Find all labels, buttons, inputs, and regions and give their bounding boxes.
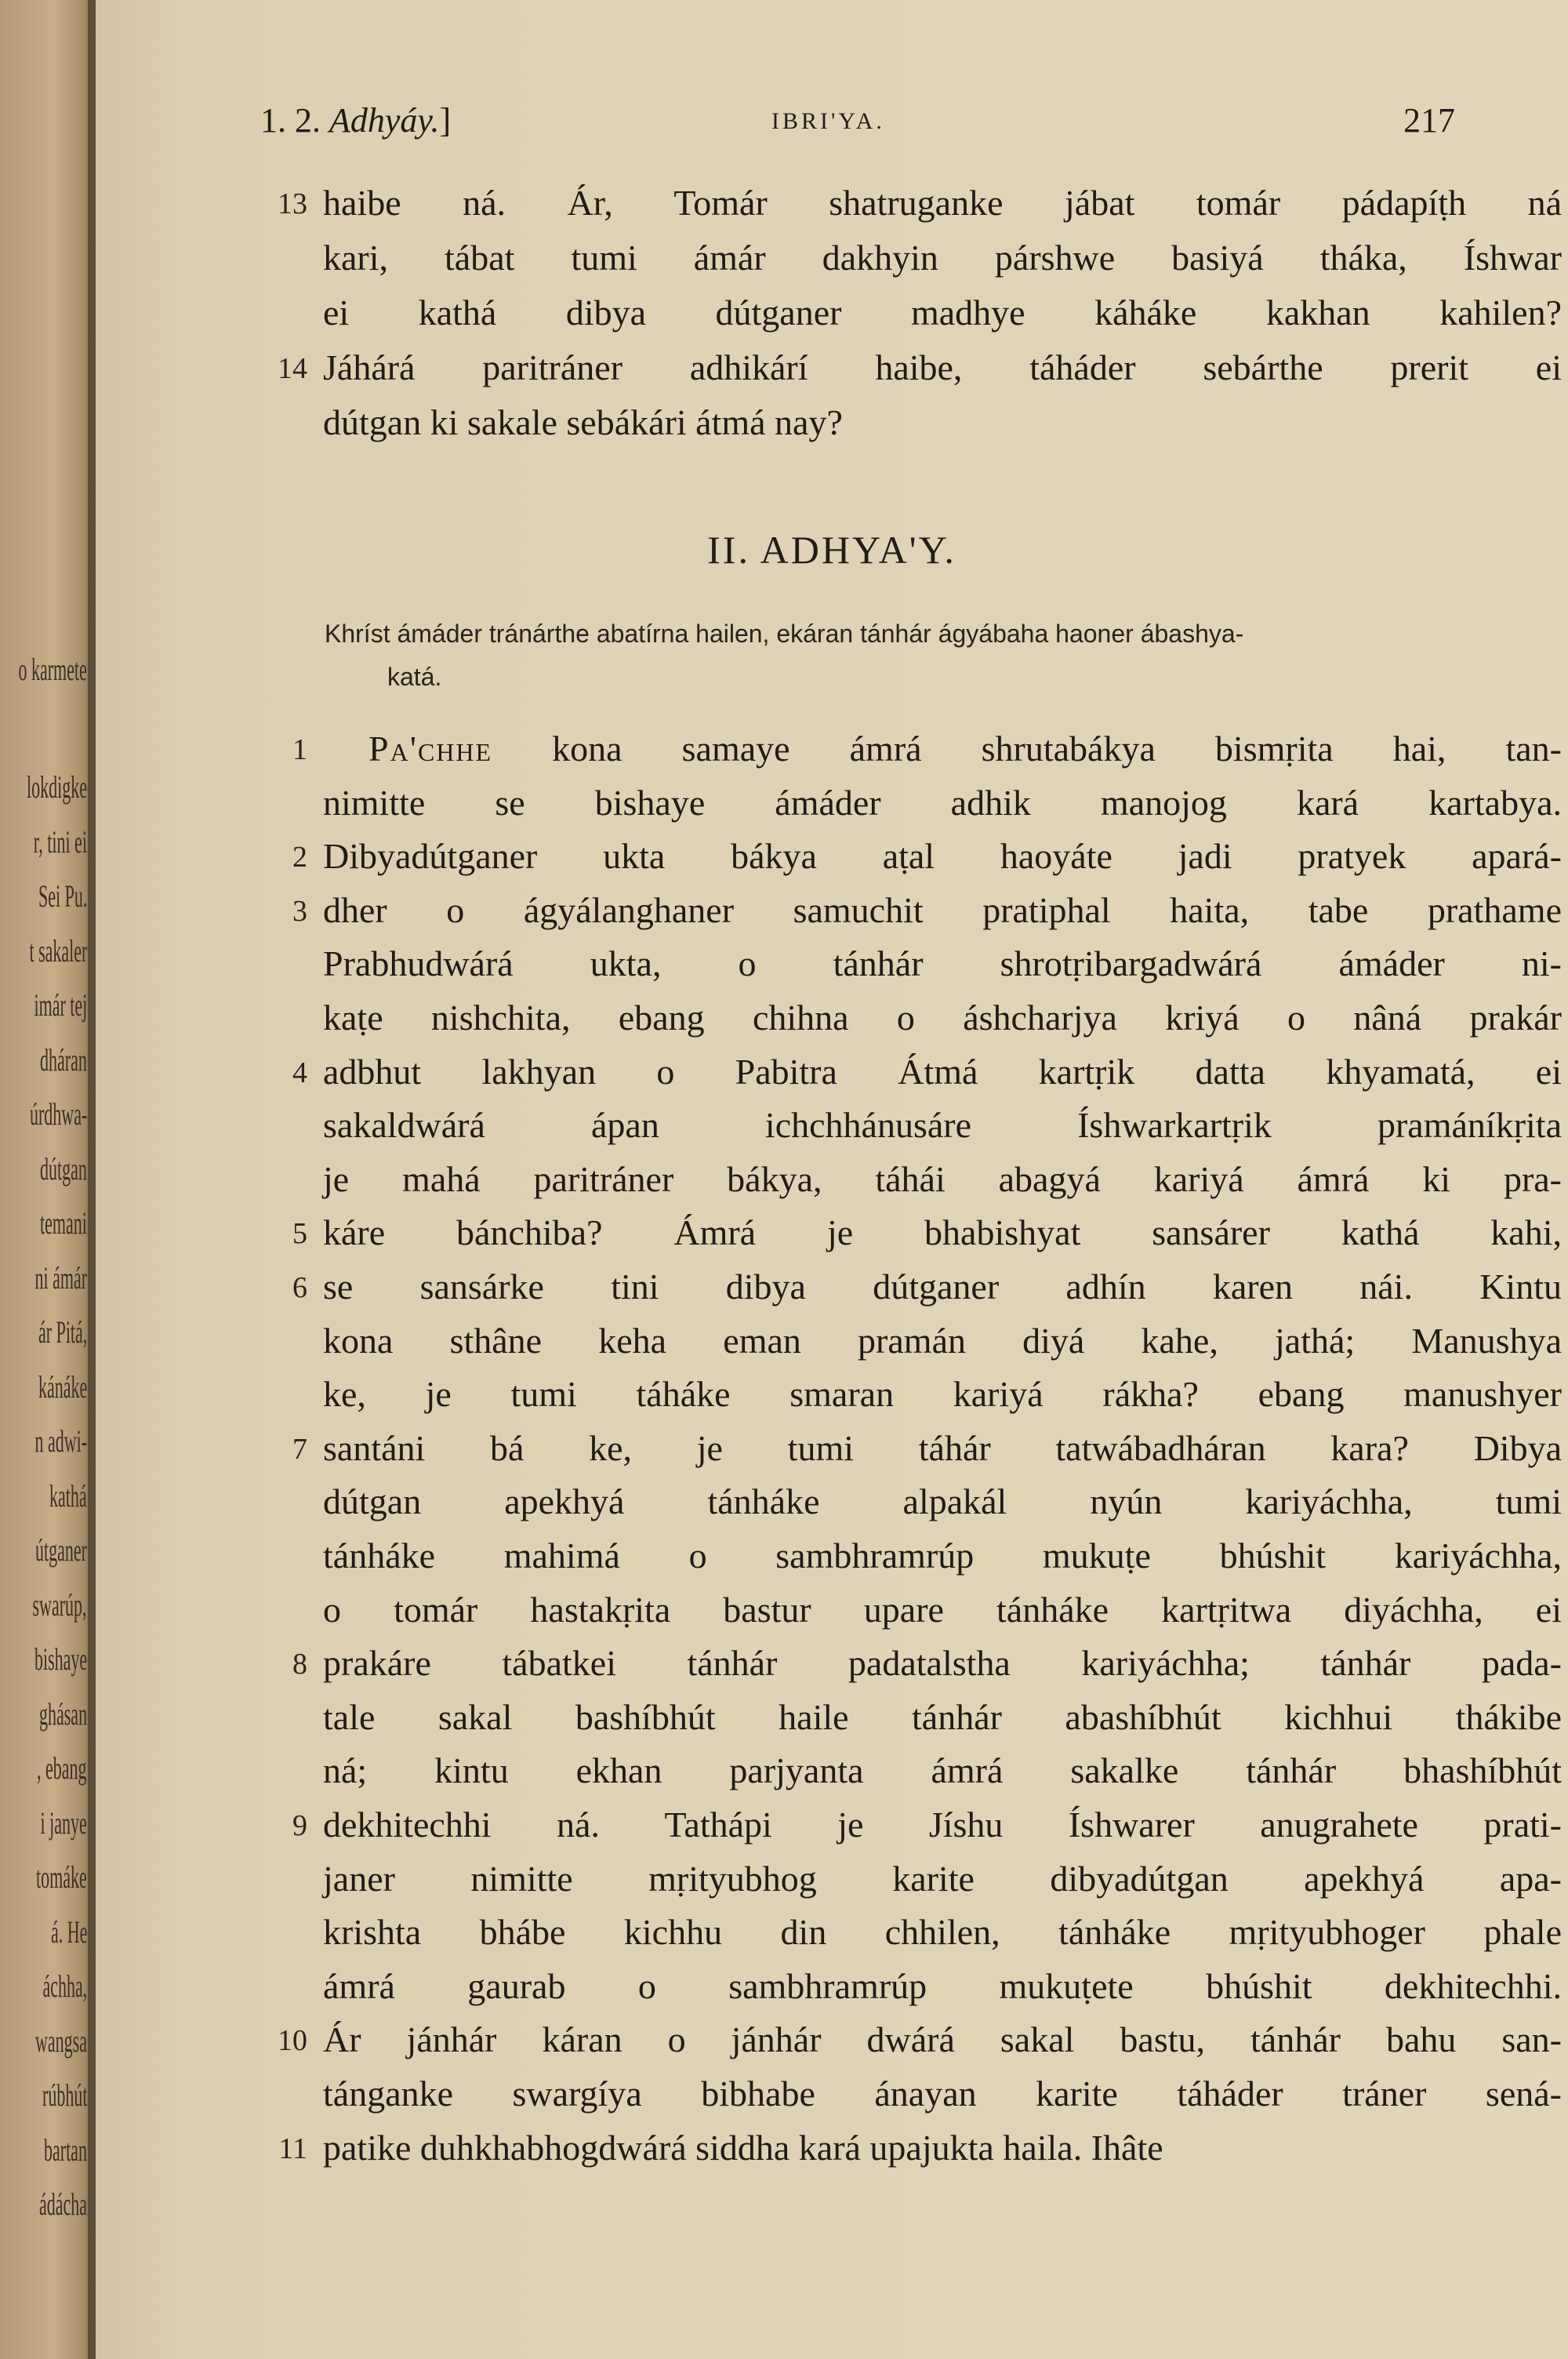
- text-line: [96, 1212, 1568, 1267]
- facing-page-fragment: lokdigke: [27, 769, 87, 805]
- text-line: [96, 1158, 1568, 1213]
- verse-number: 13: [278, 187, 307, 220]
- line-text: ámrá gaurab o sambhramrúp mukuṭete bhúshit dekhitechhi.: [323, 1965, 1562, 2006]
- facing-page-fragment: Sei Pu.: [38, 878, 87, 914]
- line-text: Dibyadútganer ukta bákya aṭal haoyáte jadi pratyek apará-: [323, 836, 1562, 877]
- text-line: [96, 237, 1568, 292]
- facing-page-fragment: ár Pitá,: [38, 1314, 87, 1350]
- line-text: Prabhudwárá ukta, o tánhár shrotṛibargadwárá ámáder ni-: [323, 943, 1562, 984]
- text-line: [96, 2019, 1568, 2074]
- text-line: [96, 1373, 1568, 1428]
- verse-number: 8: [292, 1648, 307, 1681]
- facing-page-fragment: útganer: [35, 1532, 87, 1568]
- facing-page-fragment: kánáke: [38, 1369, 87, 1405]
- facing-page-fragment: temani: [40, 1205, 87, 1241]
- facing-page-fragment: bishaye: [34, 1641, 87, 1677]
- line-text: dútgan ki sakale sebákári átmá nay?: [323, 402, 843, 442]
- verse-number: 3: [292, 894, 307, 928]
- verse-number: 11: [278, 2132, 307, 2165]
- facing-page-fragment: ni ámár: [34, 1259, 87, 1296]
- summary-line: Khríst ámáder tránárthe abatírna hailen, ekáran tánhár ágyábaha haoner ábashya-: [325, 620, 1244, 648]
- text-line: [96, 943, 1568, 998]
- facing-page-fragment: o karmete: [18, 652, 87, 687]
- line-text: patike duhkhabhogdwárá siddha kará upajukta haila. Ihâte: [323, 2127, 1163, 2168]
- text-line: [96, 1535, 1568, 1590]
- text-line: [96, 1642, 1568, 1697]
- running-head-chapter-ref: 1. 2. Adhyáy.]: [260, 101, 452, 140]
- text-line: [96, 1750, 1568, 1805]
- facing-page-fragment: dháran: [40, 1041, 87, 1078]
- text-line: [96, 889, 1568, 944]
- verse-number: 2: [292, 841, 307, 874]
- facing-page-fragment: ghásan: [38, 1696, 87, 1732]
- summary-line: katá.: [387, 663, 442, 691]
- facing-page-fragment: i janye: [40, 1805, 87, 1841]
- line-text: káre bánchiba? Ámrá je bhabishyat sansárer kathá kahi,: [323, 1212, 1562, 1253]
- verse-number: 14: [278, 352, 307, 385]
- line-text: o tomár hastakṛita bastur upare tánháke kartṛitwa diyáchha, ei: [323, 1589, 1562, 1630]
- facing-page-fragment: dútgan: [40, 1150, 87, 1187]
- facing-page-fragment: t sakaler: [29, 932, 87, 969]
- facing-page-fragment: bartan: [44, 2132, 87, 2168]
- text-line: [96, 728, 1568, 783]
- facing-page-edge: [0, 0, 98, 2359]
- lead-word: Pa'chhe: [368, 729, 493, 769]
- text-line: [96, 1911, 1568, 1966]
- text-line: [96, 2127, 1568, 2182]
- verse-number: 9: [292, 1809, 307, 1842]
- verse-number: 1: [292, 733, 307, 766]
- text-line: [96, 1589, 1568, 1644]
- facing-page-fragment: kathá: [49, 1478, 87, 1514]
- facing-page-fragment: wangsa: [35, 2023, 87, 2059]
- line-text: prakáre tábatkei tánhár padatalstha kariyáchha; tánhár pada-: [323, 1643, 1562, 1684]
- line-text: kona sthâne keha eman pramán diyá kahe, jathá; Manushya: [323, 1320, 1562, 1361]
- text-line: [96, 292, 1568, 347]
- verse-number: 5: [292, 1217, 307, 1251]
- running-head: [96, 100, 1568, 155]
- text-line: [96, 1858, 1568, 1913]
- line-text: santáni bá ke, je tumi táhár tatwábadháran kara? Dibya: [323, 1427, 1562, 1468]
- chapter-heading: II. ADHYA'Y.: [707, 528, 956, 572]
- line-text: tánganke swargíya bibhabe ánayan karite táháder tráner sená-: [323, 2074, 1562, 2114]
- facing-page-fragment: swarúp,: [32, 1587, 87, 1623]
- facing-page-fragment: tomáke: [36, 1859, 87, 1895]
- line-text: tale sakal bashíbhút haile tánhár abashíbhút kichhui thákibe: [323, 1696, 1562, 1737]
- text-line: [96, 347, 1568, 402]
- verse-number: 7: [292, 1432, 307, 1466]
- facing-page-fragment: n adwi-: [34, 1423, 87, 1459]
- line-text: nimitte se bishaye ámáder adhik manojog kará kartabya.: [323, 782, 1562, 823]
- running-head-book-title: IBRI'YA.: [771, 108, 885, 134]
- line-text: dekhitechhi ná. Tathápi je Jíshu Íshwarer anugrahete prati-: [323, 1805, 1562, 1845]
- line-text: ná; kintu ekhan parjyanta ámrá sakalke tánhár bhashíbhút: [323, 1750, 1562, 1791]
- text-line: [96, 182, 1568, 237]
- text-line: [96, 835, 1568, 890]
- facing-page-fragment: á. He: [50, 1914, 87, 1950]
- line-text: dher o ágyálanghaner samuchit pratiphal haita, tabe prathame: [323, 889, 1562, 930]
- text-line: [96, 782, 1568, 837]
- text-line: [96, 997, 1568, 1052]
- line-text: ei kathá dibya dútganer madhye káháke kakhan kahilen?: [323, 293, 1562, 333]
- facing-page-fragment: r, tini ei: [33, 823, 87, 860]
- line-text: Ár jánhár káran o jánhár dwárá sakal bastu, tánhár bahu san-: [323, 2019, 1562, 2060]
- text-line: [96, 1266, 1568, 1321]
- line-text: sakaldwárá ápan ichchhánusáre Íshwarkartṛik pramáníkṛita: [323, 1105, 1562, 1146]
- facing-page-fragment: úrdhwa-: [29, 1096, 87, 1132]
- text-line: [96, 402, 1568, 456]
- facing-page-fragment: rúbhút: [42, 2077, 87, 2113]
- text-line: [96, 1320, 1568, 1375]
- text-line: [96, 1104, 1568, 1159]
- line-text: Jáhárá paritráner adhikárí haibe, táháder sebárthe prerit ei: [323, 347, 1562, 387]
- text-line: [96, 2073, 1568, 2128]
- text-line: [96, 1051, 1568, 1106]
- text-line: [96, 1804, 1568, 1859]
- page-number: 217: [1403, 101, 1455, 140]
- line-text: dútgan apekhyá tánháke alpakál nyún kariyáchha, tumi: [323, 1481, 1562, 1522]
- line-text: kaṭe nishchita, ebang chihna o áshcharjya kriyá o nâná prakár: [323, 998, 1562, 1038]
- text-line: [96, 1481, 1568, 1536]
- line-text: adbhut lakhyan o Pabitra Átmá kartṛik datta khyamatá, ei: [323, 1051, 1562, 1092]
- verse-number: 6: [292, 1271, 307, 1304]
- facing-page-fragment: , ebang: [37, 1750, 87, 1786]
- line-text: se sansárke tini dibya dútganer adhín karen nái. Kintu: [323, 1267, 1562, 1307]
- line-text: je mahá paritráner bákya, táhái abagyá kariyá ámrá ki pra-: [323, 1158, 1562, 1199]
- book-page: [96, 0, 1568, 2359]
- text-line: [96, 1427, 1568, 1482]
- text-line: [96, 1696, 1568, 1751]
- line-text: haibe ná. Ár, Tomár shatruganke jábat tomár pádapíṭh ná: [323, 183, 1562, 223]
- facing-page-fragment: imár tej: [34, 987, 87, 1023]
- line-text: janer nimitte mṛityubhog karite dibyadútgan apekhyá apa-: [323, 1858, 1562, 1899]
- line-text: tánháke mahimá o sambhramrúp mukuṭe bhúshit kariyáchha,: [323, 1536, 1562, 1576]
- line-text: krishta bhábe kichhu din chhilen, tánháke mṛityubhoger phale: [323, 1912, 1562, 1953]
- facing-page-fragment: ádácha: [38, 2186, 87, 2222]
- line-text: ke, je tumi táháke smaran kariyá rákha? ebang manushyer: [323, 1374, 1562, 1415]
- verse-number: 10: [278, 2024, 307, 2058]
- facing-page-fragment: áchha,: [42, 1968, 87, 2004]
- line-text: kari, tábat tumi ámár dakhyin párshwe basiyá tháka, Íshwar: [323, 238, 1562, 278]
- text-line: [96, 1965, 1568, 2020]
- line-text: Pa'chhe kona samaye ámrá shrutabákya bismṛita hai, tan-: [368, 729, 1562, 769]
- verse-number: 4: [292, 1056, 307, 1089]
